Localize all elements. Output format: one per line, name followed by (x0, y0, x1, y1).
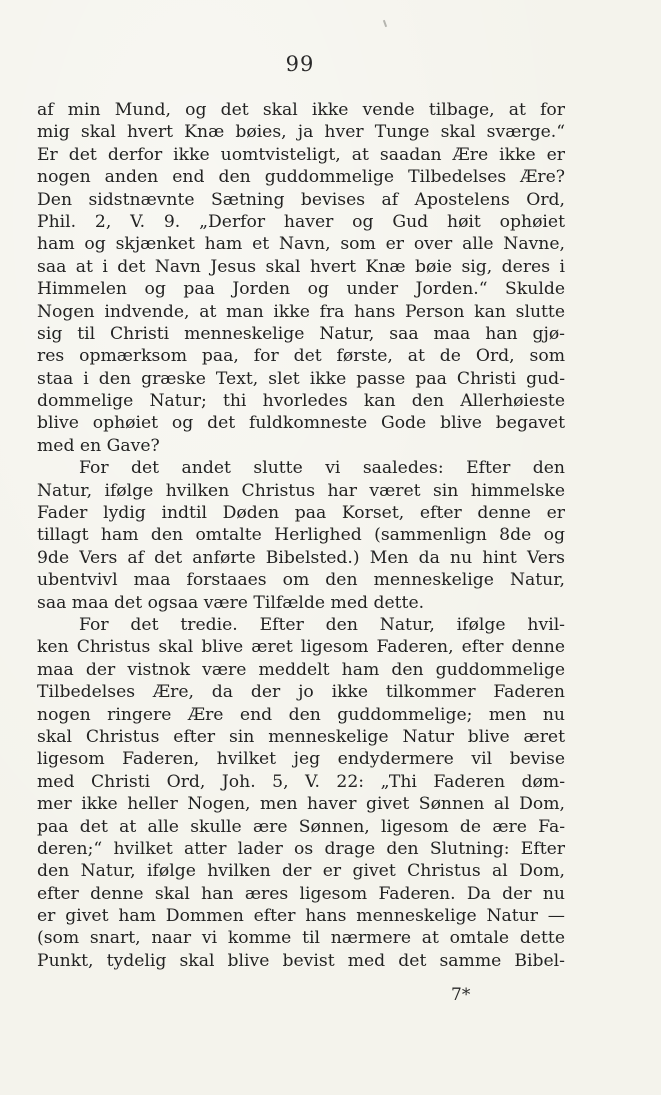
page-number: 99 (285, 52, 315, 76)
text-line: Er det derfor ikke uomtvisteligt, at saadan Ære ikke er (37, 144, 565, 165)
text-line: skal Christus efter sin menneskelige Natur blive æret (37, 726, 565, 747)
text-line: blive ophøiet og det fuldkomneste Gode blive begavet (37, 413, 565, 434)
text-line: dommelige Natur; thi hvorledes kan den Allerhøieste (37, 391, 565, 412)
text-line: res opmærksom paa, for det første, at de Ord, som (37, 346, 565, 367)
paper-speck (383, 20, 387, 27)
text-line: den Natur, ifølge hvilken der er givet Christus al Dom, (37, 861, 565, 882)
text-line: Den sidstnævnte Sætning bevises af Apostelens Ord, (37, 189, 565, 210)
text-line: ham og skjænket ham et Navn, som er over alle Navne, (37, 234, 565, 255)
text-line: sig til Christi menneskelige Natur, saa maa han gjø- (37, 323, 565, 344)
signature-mark: 7* (451, 985, 471, 1005)
text-line: efter denne skal han æres ligesom Faderen. Da der nu (37, 883, 565, 904)
text-line: med en Gave? (37, 435, 160, 456)
text-line: staa i den græske Text, slet ikke passe paa Christi gud- (37, 368, 565, 389)
text-line: Nogen indvende, at man ikke fra hans Person kan slutte (37, 301, 565, 322)
text-line: For det tredie. Efter den Natur, ifølge hvil- (79, 614, 565, 635)
text-line: ken Christus skal blive æret ligesom Faderen, efter denne (37, 637, 565, 658)
text-line: deren;“ hvilket atter lader os drage den Slutning: Efter (37, 838, 565, 859)
text-line: (som snart, naar vi komme til nærmere at omtale dette (37, 928, 565, 949)
text-line: er givet ham Dommen efter hans menneskelige Natur — (37, 906, 565, 927)
text-line: mig skal hvert Knæ bøies, ja hver Tunge skal sværge.“ (37, 122, 565, 143)
text-line: For det andet slutte vi saaledes: Efter den (79, 458, 565, 479)
text-line: maa der vistnok være meddelt ham den guddommelige (37, 659, 565, 680)
text-line: saa at i det Navn Jesus skal hvert Knæ bøie sig, deres i (37, 256, 565, 277)
text-line: Tilbedelses Ære, da der jo ikke tilkommer Faderen (37, 682, 565, 703)
text-line: Phil. 2, V. 9. „Derfor haver og Gud høit ophøiet (37, 211, 565, 232)
text-line: med Christi Ord, Joh. 5, V. 22: „Thi Faderen døm- (37, 771, 565, 792)
text-line: 9de Vers af det anførte Bibelsted.) Men da nu hint Vers (37, 547, 565, 568)
text-line: Natur, ifølge hvilken Christus har været sin himmelske (37, 480, 565, 501)
text-line: nogen anden end den guddommelige Tilbedelses Ære? (37, 167, 565, 188)
text-line: Himmelen og paa Jorden og under Jorden.“ Skulde (37, 279, 565, 300)
text-line: paa det at alle skulle ære Sønnen, ligesom de ære Fa- (37, 816, 565, 837)
text-line: Fader lydig indtil Døden paa Korset, efter denne er (37, 503, 565, 524)
text-line: ligesom Faderen, hvilket jeg endydermere vil bevise (37, 749, 565, 770)
body-text (37, 99, 565, 972)
text-line: ubentvivl maa forstaaes om den menneskelige Natur, (37, 570, 565, 591)
text-line: Punkt, tydelig skal blive bevist med det samme Bibel- (37, 950, 565, 971)
text-line: nogen ringere Ære end den guddommelige; men nu (37, 704, 565, 725)
text-line: af min Mund, og det skal ikke vende tilbage, at for (37, 100, 565, 120)
text-line: tillagt ham den omtalte Herlighed (sammenlign 8de og (37, 525, 565, 546)
text-line: mer ikke heller Nogen, men haver givet Sønnen al Dom, (37, 794, 565, 815)
text-line: saa maa det ogsaa være Tilfælde med dette. (37, 592, 425, 613)
